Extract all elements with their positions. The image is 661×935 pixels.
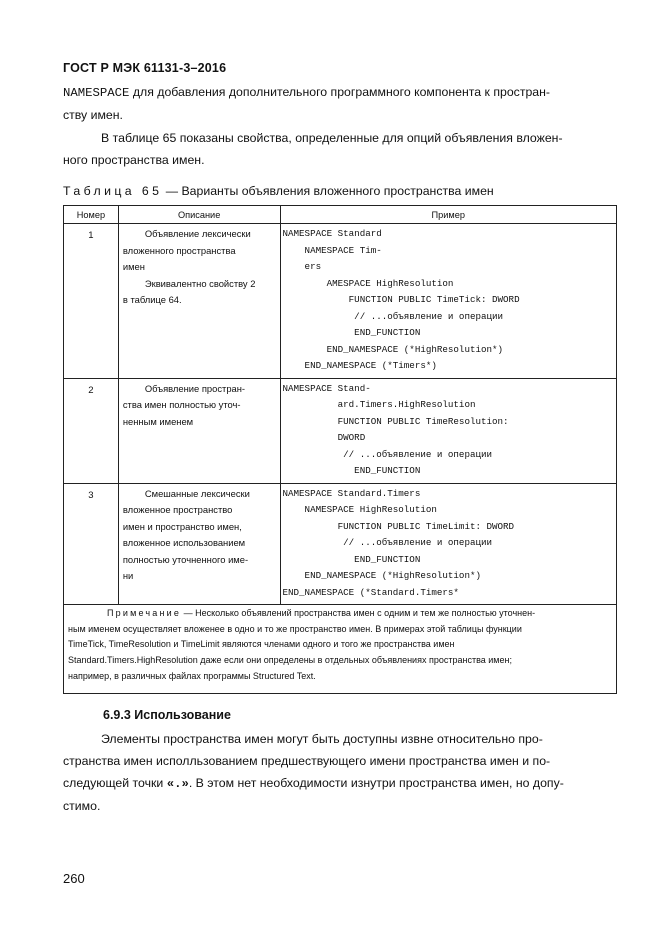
intro-line1: для добавления дополнительного программного компонента к простран- — [129, 85, 551, 99]
note-label: Примечание — [107, 608, 182, 618]
header-description: Описание — [118, 206, 280, 224]
table-note: Примечание — Несколько объявлений пространства имен с одним и тем же полностью уточнен- ным именем осуществляет вложенее в одно и то же пространство имен. В примерах этой таблицы функции TimeTick, TimeResolution и TimeLimit являются членами одного и того же пространства имен Standard.Timers.HighResolution даже если они определены в отдельных объявлениях пространства имен; например, в различных файлах программы Structured Text. — [64, 605, 617, 694]
namespace-table — [63, 205, 617, 694]
section-paragraph: Элементы пространства имен могут быть доступны извне относительно про- странства имен исполльзованием предшествующего имени пространства имен и по- следующей точки «.». В этом нет необходимости изнутри пространства имен, но допу- стимо. — [63, 732, 564, 813]
row-code-example: NAMESPACE Standard NAMESPACE Tim- ers AMESPACE HighResolution FUNCTION PUBLIC TimeTick: DWORD // ...объявление и операции END_FUNCTION END_NAMESPACE (*HighResolution*) END_NAMESPACE (*Timers*) — [280, 224, 617, 379]
namespace-keyword: NAMESPACE — [63, 86, 130, 100]
table-row — [64, 224, 617, 379]
para2-line2: ного пространства имен. — [63, 153, 205, 167]
row-code-example: NAMESPACE Stand- ard.Timers.HighResolution FUNCTION PUBLIC TimeResolution: DWORD // ...объявление и операции END_FUNCTION — [280, 378, 617, 483]
row-description: Смешанные лексически вложенное пространство имен и пространство имен, вложенное использованием полностью уточненного име- ни — [118, 483, 280, 605]
section-title: 6.9.3 Использование — [103, 708, 231, 722]
row-number: 2 — [64, 378, 119, 483]
page-number: 260 — [63, 871, 85, 886]
table-row — [64, 378, 617, 483]
table-note-row — [64, 605, 617, 694]
table-row — [64, 483, 617, 605]
intro-line2: ству имен. — [63, 108, 123, 122]
table-caption-text: — Варианты объявления вложенного пространства имен — [162, 184, 494, 198]
table-reference-paragraph — [63, 127, 613, 171]
row-description: Объявление простран- ства имен полностью уточ- ненным именем — [118, 378, 280, 483]
row-code-example: NAMESPACE Standard.Timers NAMESPACE HighResolution FUNCTION PUBLIC TimeLimit: DWORD // ...объявление и операции END_FUNCTION END_NAMESPACE (*HighResolution*) END_NAMESPACE (*Standard.Timers* — [280, 483, 617, 605]
header-number: Номер — [64, 206, 119, 224]
table-caption-label: Таблица 65 — [63, 184, 163, 198]
table-header-row — [64, 206, 617, 224]
row-description: Объявление лексически вложенного пространства имен Эквивалентно свойству 2 в таблице 64. — [118, 224, 280, 379]
para2-line1: В таблице 65 показаны свойства, определенные для опций объявления вложен- — [101, 131, 563, 145]
dot-symbol: «.» — [166, 777, 189, 791]
intro-paragraph — [63, 81, 613, 126]
row-number: 3 — [64, 483, 119, 605]
table-caption — [63, 184, 494, 198]
document-header: ГОСТ Р МЭК 61131-3–2016 — [63, 61, 227, 75]
row-number: 1 — [64, 224, 119, 379]
header-example: Пример — [280, 206, 617, 224]
